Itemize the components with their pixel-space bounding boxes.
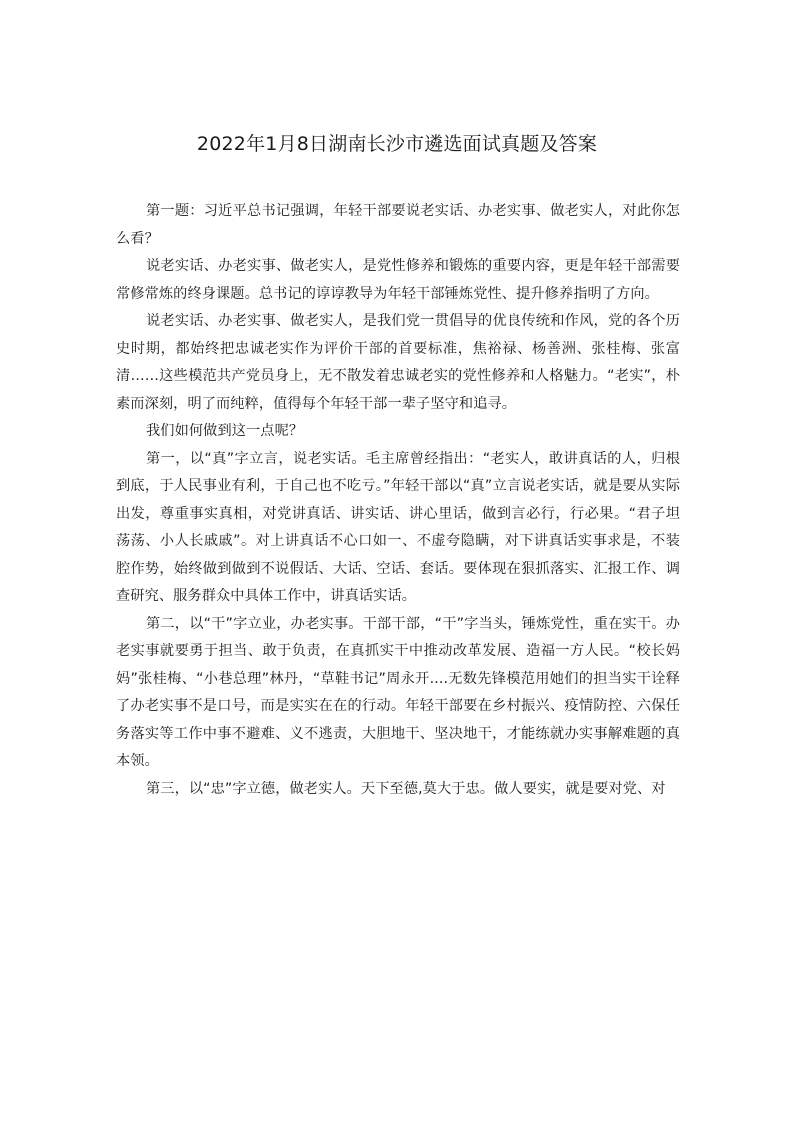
document-body	[116, 198, 680, 803]
page-title: 2022年1月8日湖南长沙市遴选面试真题及答案	[196, 133, 598, 155]
point-three-paragraph: 第三，以“忠”字立德，做老实人。天下至德,莫大于忠。做人要实，就是要对党、对	[146, 780, 666, 797]
point-one-paragraph: 第一，以“真”字立言，说老实话。毛主席曾经指出：“老实人，敢讲真话的人，归根到底，于人民事业有利，于自己也不吃亏。”年轻干部以“真”立言说老实话，就是要从实际出发，尊重事实真相，对党讲真话、讲实话、讲心里话，做到言必行，行必果。“君子坦荡荡、小人长戚戚”。对上讲真话不心口如一、不虚夸隐瞒，对下讲真话实事求是，不装腔作势，始终做到做到不说假话、大话、空话、套话。要体现在狠抓落实、汇报工作、调查研究、服务群众中具体工作中，讲真话实话。	[116, 450, 680, 604]
answer-paragraph: 我们如何做到这一点呢？	[146, 423, 304, 439]
answer-paragraph: 说老实话、办老实事、做老实人，是党性修养和锻炼的重要内容，更是年轻干部需要常修常炼的终身课题。总书记的谆谆教导为年轻干部锤炼党性、提升修养指明了方向。	[116, 258, 680, 302]
answer-paragraph: 说老实话、办老实事、做老实人，是我们党一贯倡导的优良传统和作风，党的各个历史时期，都始终把忠诚老实作为评价干部的首要标准，焦裕禄、杨善洲、张桂梅、张富清……这些模范共产党员身上，无不散发着忠诚老实的党性修养和人格魅力。“老实”，朴素而深刻，明了而纯粹，值得每个年轻干部一辈子坚守和追寻。	[116, 313, 680, 412]
point-two-paragraph: 第二，以“干”字立业，办老实事。干部干部，“干”字当头，锤炼党性，重在实干。办老实事就要勇于担当、敢于负责，在真抓实干中推动改革发展、造福一方人民。“校长妈妈”张桂梅、“小巷总理”林丹，“草鞋书记”周永开....无数先锋模范用她们的担当实干诠释了办老实事不是口号，而是实实在在的行动。年轻干部要在乡村振兴、疫情防控、六保任务落实等工作中事不避难、义不逃责，大胆地干、坚决地干，才能练就办实事解难题的真本领。	[116, 615, 680, 769]
question-paragraph: 第一题：习近平总书记强调，年轻干部要说老实话、办老实事、做老实人，对此你怎么看？	[116, 203, 680, 247]
